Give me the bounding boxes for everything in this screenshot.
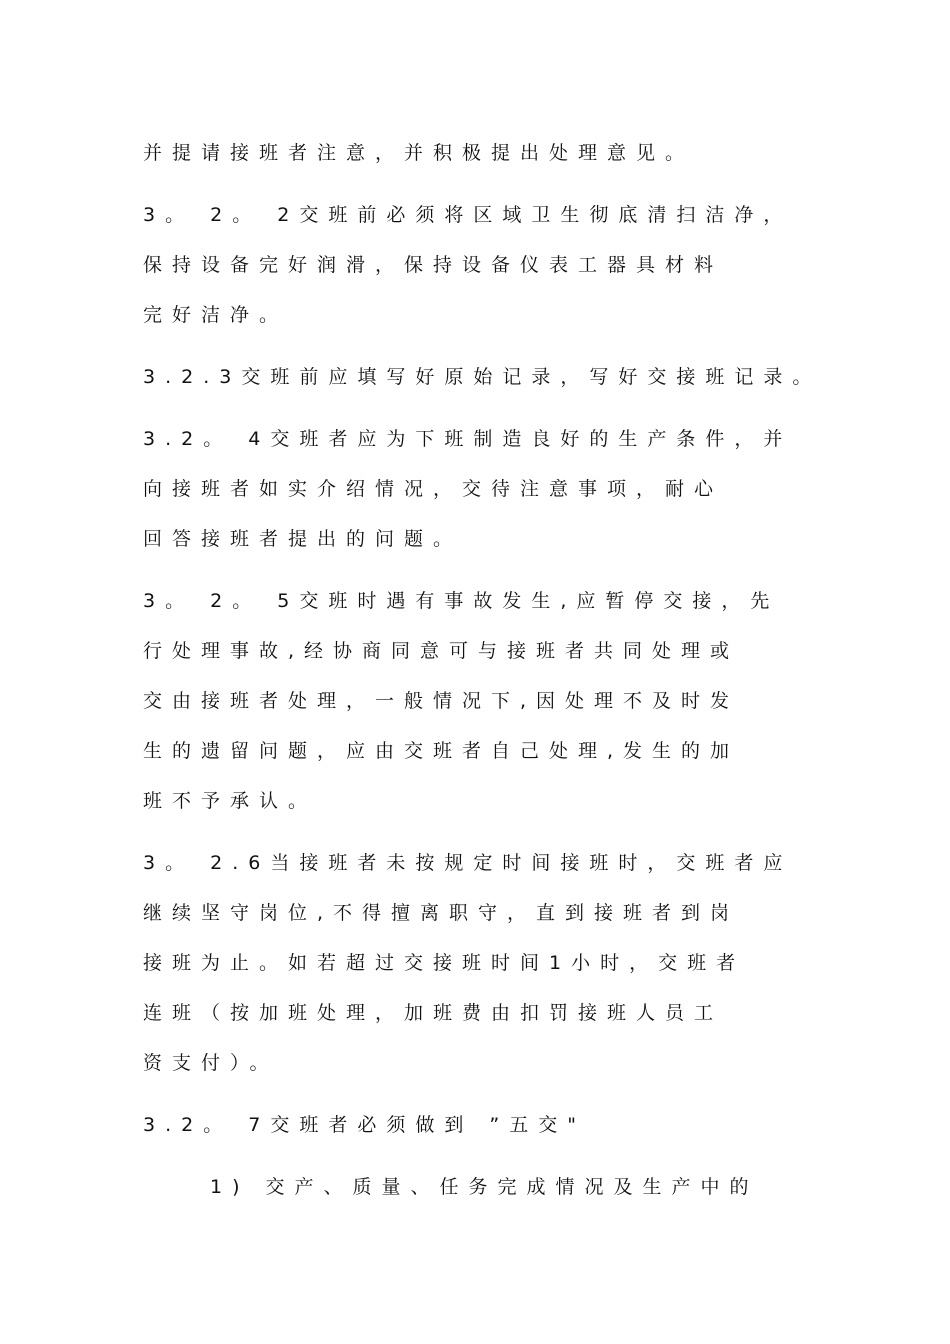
- text-line: 3。 2.6当接班者未按规定时间接班时，交班者应: [143, 852, 793, 874]
- text-line: 保持设备完好润滑，保持设备仪表工器具材料: [143, 254, 724, 276]
- text-line: 接班为止。如若超过交接班时间1小时，交班者: [143, 952, 746, 974]
- text-line: 向接班者如实介绍情况，交待注意事项，耐心: [143, 478, 724, 500]
- text-line: 继续坚守岗位,不得擅离职守，直到接班者到岗: [143, 902, 740, 924]
- text-line: 3。 2。 2交班前必须将区域卫生彻底清扫洁净，: [143, 204, 793, 226]
- text-line: 3.2。 4交班者应为下班制造良好的生产条件，并: [143, 428, 793, 450]
- text-line: 行处理事故,经协商同意可与接班者共同处理或: [143, 640, 740, 662]
- text-line: 3.2。 7交班者必须做到 ”五交": [143, 1114, 586, 1136]
- text-line: 交由接班者处理，一般情况下,因处理不及时发: [143, 690, 740, 712]
- text-line: 回答接班者提出的问题。: [143, 528, 463, 550]
- text-line: 连班（按加班处理，加班费由扣罚接班人员工: [143, 1002, 724, 1024]
- text-line: 班不予承认。: [143, 790, 318, 812]
- text-line: 3。 2。 5交班时遇有事故发生,应暂停交接，先: [143, 590, 780, 612]
- text-line: 并提请接班者注意，并积极提出处理意见。: [143, 142, 695, 164]
- text-line: 1) 交产、质量、任务完成情况及生产中的: [210, 1176, 759, 1198]
- text-line: 3.2.3交班前应填写好原始记录，写好交接班记录。: [143, 366, 822, 388]
- text-line: 完好洁净。: [143, 304, 289, 326]
- text-line: 生的遗留问题，应由交班者自己处理,发生的加: [143, 740, 740, 762]
- text-line: 资支付）。: [143, 1052, 279, 1074]
